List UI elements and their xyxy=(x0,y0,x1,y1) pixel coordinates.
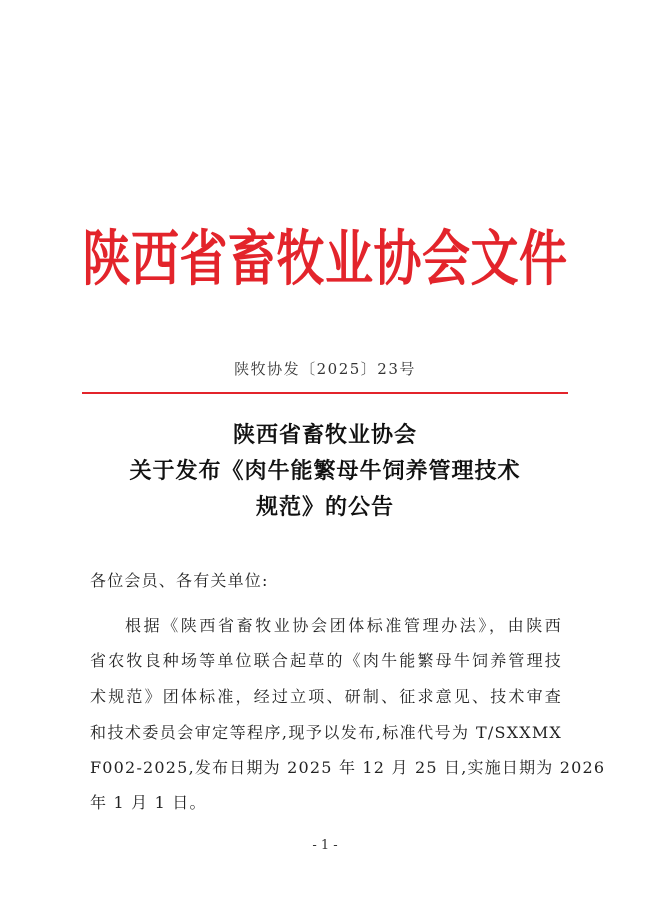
page-number: - 1 - xyxy=(312,838,338,853)
document-masthead: 陕西省畜牧业协会文件 xyxy=(82,224,568,295)
body-line: 根据《陕西省畜牧业协会团体标准管理办法》，由陕西 xyxy=(125,616,562,635)
body-line: 术规范》团体标准，经过立项、研制、征求意见、技术审查 xyxy=(90,687,562,706)
body-line: 年 1 月 1 日。 xyxy=(90,793,207,812)
document-number: 陕牧协发〔2025〕23号 xyxy=(234,360,416,378)
salutation: 各位会员、各有关单位: xyxy=(90,571,269,590)
title-line-3: 规范》的公告 xyxy=(255,494,394,520)
body-line: 和技术委员会审定等程序,现予以发布,标准代号为 T/SXXMX xyxy=(90,723,562,742)
body-line: 省农牧良种场等单位联合起草的《肉牛能繁母牛饲养管理技 xyxy=(90,651,562,670)
title-line-2: 关于发布《肉牛能繁母牛饲养管理技术 xyxy=(129,458,521,484)
red-divider xyxy=(82,392,568,394)
body-line: F002-2025,发布日期为 2025 年 12 月 25 日,实施日期为 2026 xyxy=(90,758,606,777)
title-line-1: 陕西省畜牧业协会 xyxy=(232,422,417,448)
